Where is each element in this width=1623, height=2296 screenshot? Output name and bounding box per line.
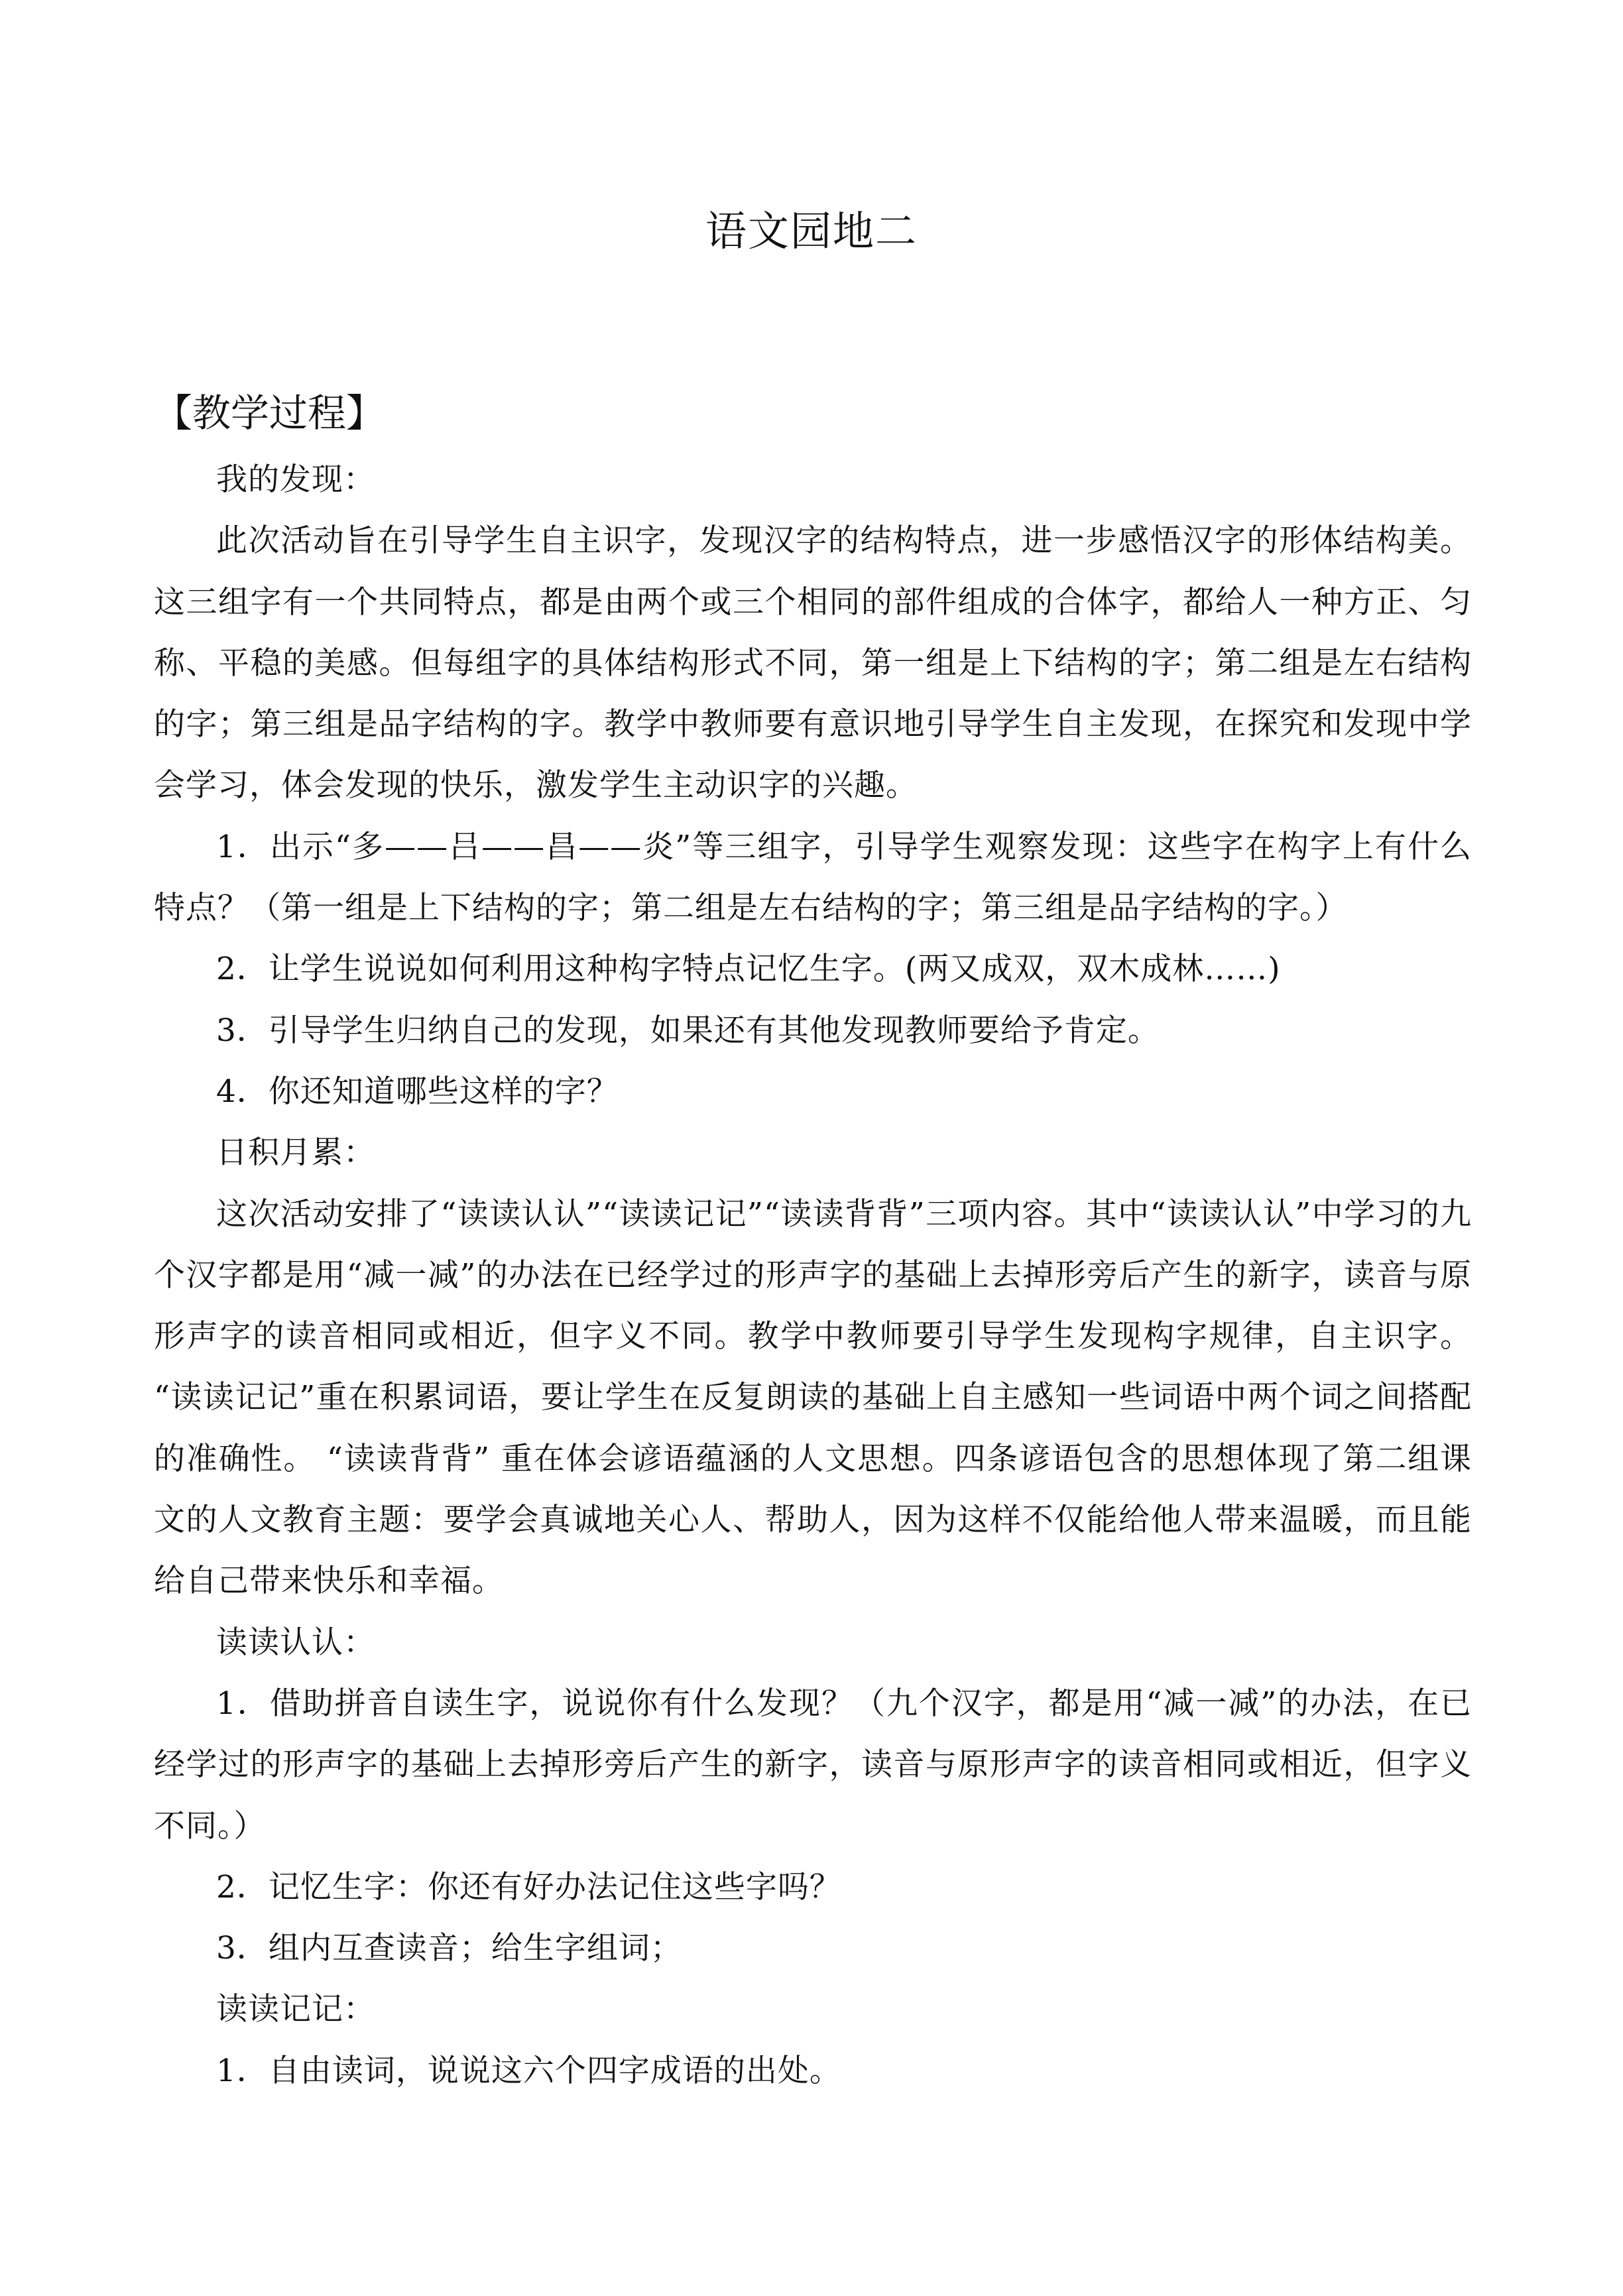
list-item: 3．组内互查读音；给生字组词； (216, 1930, 682, 1967)
subheading-read-and-recognize: 读读认认： (216, 1624, 375, 1661)
subheading-daily-accumulation: 日积月累： (216, 1134, 375, 1172)
list-item: 2．让学生说说如何利用这种构字特点记忆生字。(两又成双，双木成林……) (216, 951, 1281, 988)
list-item: 2．记忆生字：你还有好办法记住这些字吗？ (216, 1868, 841, 1905)
paragraph: 这次活动安排了“读读认认”“读读记记”“读读背背”三项内容。其中“读读认认”中学习的九个汉字都是用“减一减”的办法在已经学过的形声字的基础上去掉形旁后产生的新字，读音与原形声字的读音相同或相近，但字义不同。教学中教师要引导学生发现构字规律，自主识字。 “读读记记”重在积累词语，要让学生在反复朗读的基础上自主感知一些词语中两个词之间搭配的准确性。 “读读背背” 重在体会谚语蕴涵的人文思想。四条谚语包含的思想体现了第二组课文的人文教育主题：要学会真诚地关心人、帮助人，因为这样不仅能给他人带来温暖，而且能给自己带来快乐和幸福。 (154, 1195, 1472, 1600)
list-item: 3．引导学生归纳自己的发现，如果还有其他发现教师要给予肯定。 (216, 1012, 1160, 1049)
list-item: 1．出示“多——吕——昌——炎”等三组字，引导学生观察发现：这些字在构字上有什么特点？（第一组是上下结构的字；第二组是左右结构的字；第三组是品字结构的字。） (154, 828, 1472, 927)
list-item: 4．你还知道哪些这样的字？ (216, 1073, 619, 1110)
body-text (154, 450, 1472, 2102)
list-item: 1．借助拼音自读生字，说说你有什么发现？（九个汉字，都是用“减一减”的办法，在已经学过的形声字的基础上去掉形旁后产生的新字，读音与原形声字的读音相同或相近，但字义不同。） (154, 1685, 1472, 1844)
paragraph: 此次活动旨在引导学生自主识字，发现汉字的结构特点，进一步感悟汉字的形体结构美。这三组字有一个共同特点，都是由两个或三个相同的部件组成的合体字，都给人一种方正、匀称、平稳的美感。但每组字的具体结构形式不同，第一组是上下结构的字；第二组是左右结构的字；第三组是品字结构的字。教学中教师要有意识地引导学生自主发现，在探究和发现中学会学习，体会发现的快乐，激发学生主动识字的兴趣。 (154, 522, 1472, 804)
subheading-read-and-remember: 读读记记： (216, 1991, 375, 2028)
page-title: 语文园地二 (705, 207, 918, 255)
subheading-my-discovery: 我的发现： (216, 461, 375, 498)
section-heading: 【教学过程】 (154, 391, 385, 436)
list-item: 1．自由读词，说说这六个四字成语的出处。 (216, 2052, 841, 2089)
